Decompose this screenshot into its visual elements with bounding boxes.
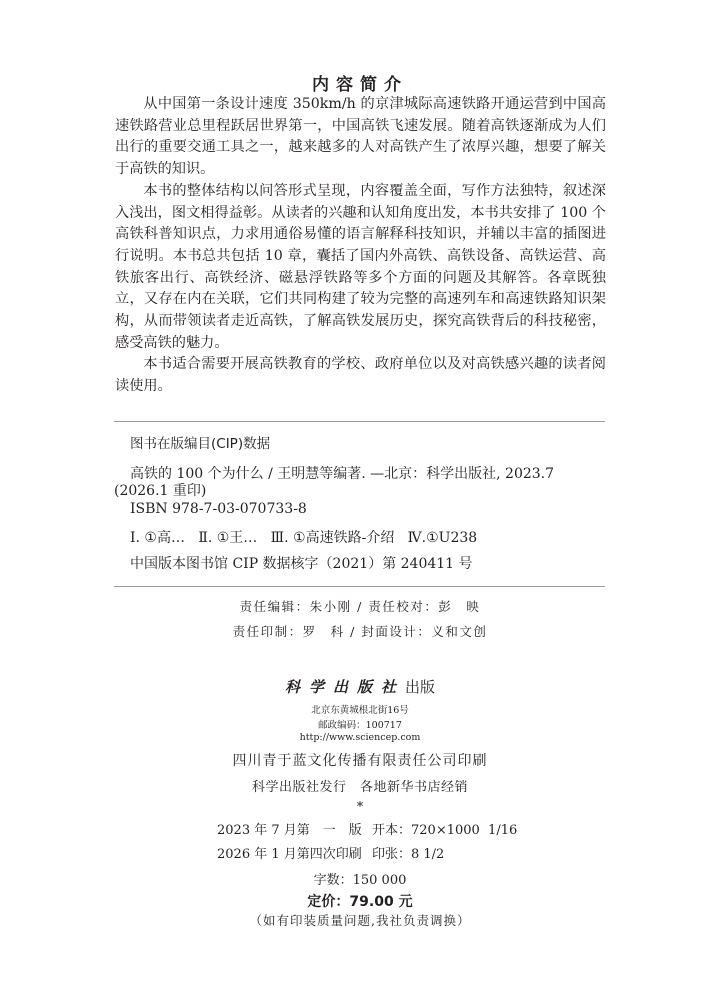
cip-classification: Ⅰ. ①高… Ⅱ. ①王… Ⅲ. ①高速铁路-介绍 Ⅳ.①U238 (130, 530, 478, 546)
quality-note: （如有印装质量问题,我社负责调换） (249, 913, 471, 928)
summary-title: 内容简介 (312, 75, 408, 95)
printing-sheets: 印张：8 1/2 (372, 847, 445, 862)
cip-record: 高铁的 100 个为什么 / 王明慧等编著. —北京：科学出版社, 2023.7 (130, 466, 555, 482)
price: 定价：79.00 元 (307, 894, 413, 910)
separator-asterisk: * (356, 800, 364, 815)
publisher-postcode: 邮政编码：100717 (318, 720, 402, 731)
summary-paragraph: 本书适合需要开展高铁教育的学校、政府单位以及对高铁感兴趣的读者阅读使用。 (115, 356, 606, 395)
summary-paragraph: 本书的整体结构以问答形式呈现，内容覆盖全面，写作方法独特，叙述深入浅出，图文相得益彰。从读者的兴趣和认知角度出发，本书共安排了 100 个高铁科普知识点，力求用通俗易懂的语言解释科技知识，并辅以丰富的插图进行说明。本书总共包括 10 章，囊括了国内外高铁、高铁设备、高铁运营、高铁旅客出行、高铁经济、磁悬浮铁路等多个方面的问题及其解答。各章既独立，又存在内在关联，它们共同构建了较为完整的高速列车和高速铁路知识架构，从而带领读者走近高铁，了解高铁发展历史，探究高铁背后的科技秘密，感受高铁的魅力。 (115, 182, 606, 351)
cip-number: 中国版本图书馆 CIP 数据核字（2021）第 240411 号 (130, 556, 473, 572)
word-count: 字数：150 000 (313, 873, 407, 888)
cip-record-reprint: (2026.1 重印) (114, 483, 207, 499)
credits-production: 责任印制：罗 科 / 封面设计：义和文创 (232, 624, 488, 639)
publisher-address: 北京东黄城根北街16号 (311, 705, 409, 716)
cip-isbn: ISBN 978-7-03-070733-8 (130, 501, 307, 517)
publisher-website: http://www.sciencep.com (299, 732, 421, 743)
credits-editors: 责任编辑：朱小刚 / 责任校对：彭 映 (239, 599, 481, 614)
publisher-suffix: 出版 (405, 678, 436, 696)
publisher-name: 科学出版社 (284, 678, 405, 696)
cip-heading: 图书在版编目(CIP)数据 (130, 436, 271, 452)
first-edition: 2023 年 7 月第 一 版 (217, 823, 362, 838)
printer: 四川青于蓝文化传播有限责任公司印刷 (232, 753, 488, 769)
summary-body (115, 94, 606, 398)
reprint-info: 2026 年 1 月第四次印刷 (217, 847, 362, 862)
summary-paragraph: 从中国第一条设计速度 350km/h 的京津城际高速铁路开通运营到中国高速铁路营业总里程跃居世界第一，中国高铁飞速发展。随着高铁逐渐成为人们出行的重要交通工具之一，越来越多的人对高铁产生了浓厚兴趣，想要了解关于高铁的知识。 (115, 96, 606, 178)
publisher-name-line (0, 676, 720, 697)
distribution: 科学出版社发行 各地新华书店经销 (251, 780, 468, 795)
divider-top (114, 421, 605, 422)
divider-bottom (114, 586, 605, 587)
book-format: 开本：720×1000 1/16 (372, 823, 518, 838)
